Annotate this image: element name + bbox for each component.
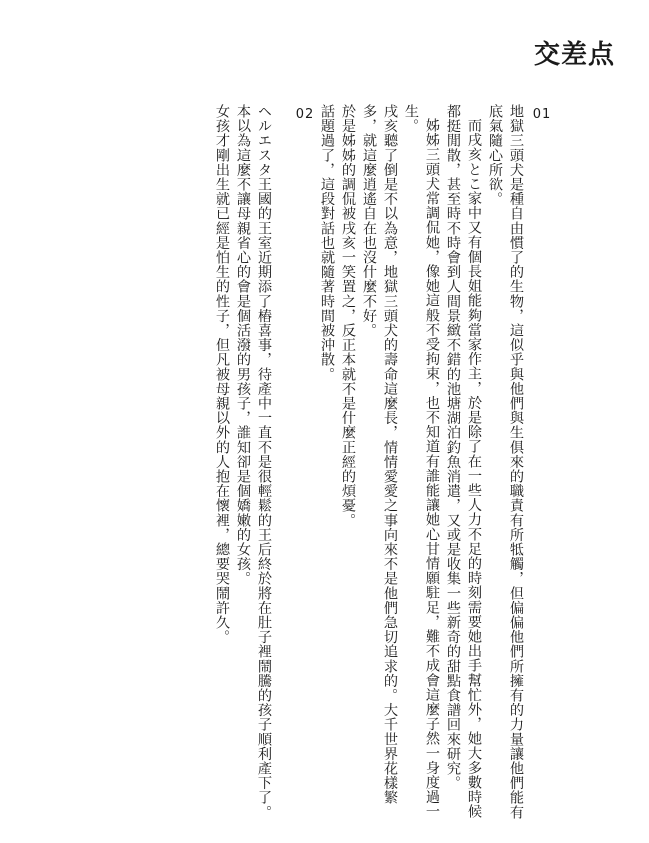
paragraph: 話題過了，這段對話也就隨著時間被沖散。 (319, 104, 335, 382)
page-title: 交差点 (533, 40, 615, 70)
paragraph: 姊姊三頭犬常調侃她，像她這般不受拘束，也不知道有誰能讓她心甘情願駐足，難不成會這麼子然一身度過一生。 (403, 104, 440, 819)
paragraph: 而戌亥とこ家中又有個長姐能夠當家作主，於是除了在一些人力不足的時刻需要她出手幫忙外，她大多數時候都挺閒散，甚至時不時會到人間景緻不錯的池塘湖泊釣魚消遣，又或是收集一些新奇的甜點食譜回來研究。 (445, 104, 482, 819)
paragraph: 戌亥聽了倒是不以為意，地獄三頭犬的壽命這麼長，情情愛愛之事向來不是他們急切追求的。大千世界花樣繁多，就這麼逍遙自在也沒什麼不好。 (361, 104, 398, 805)
paragraph: 本以為這麼不讓母親省心的會是個活潑的男孩子，誰知卻是個嬌嫩的女孩。 (235, 104, 251, 586)
section-number: 02 (295, 107, 315, 122)
paragraph: 地獄三頭犬是種自由慣了的生物，這似乎與他們與生俱來的職責有所牴觸，但偏偏他們所擁有的力量讓他們能有底氣隨心所欲。 (487, 104, 524, 820)
body-text (83, 104, 553, 824)
paragraph: 女孩才剛出生就已經是怕生的性子，但凡被母親以外的人抱在懷裡，總要哭鬧許久。 (214, 104, 230, 645)
paragraph: ヘルエスタ王國的王室近期添了樁喜事，待產中一直不是很輕鬆的王后終於將在肚子裡鬧騰的孩子順利產下了。 (256, 104, 272, 820)
section-number: 01 (532, 107, 552, 122)
paragraph: 於是姊姊的調侃被戌亥一笑置之，反正本就不是什麼正經的煩憂。 (340, 104, 356, 528)
